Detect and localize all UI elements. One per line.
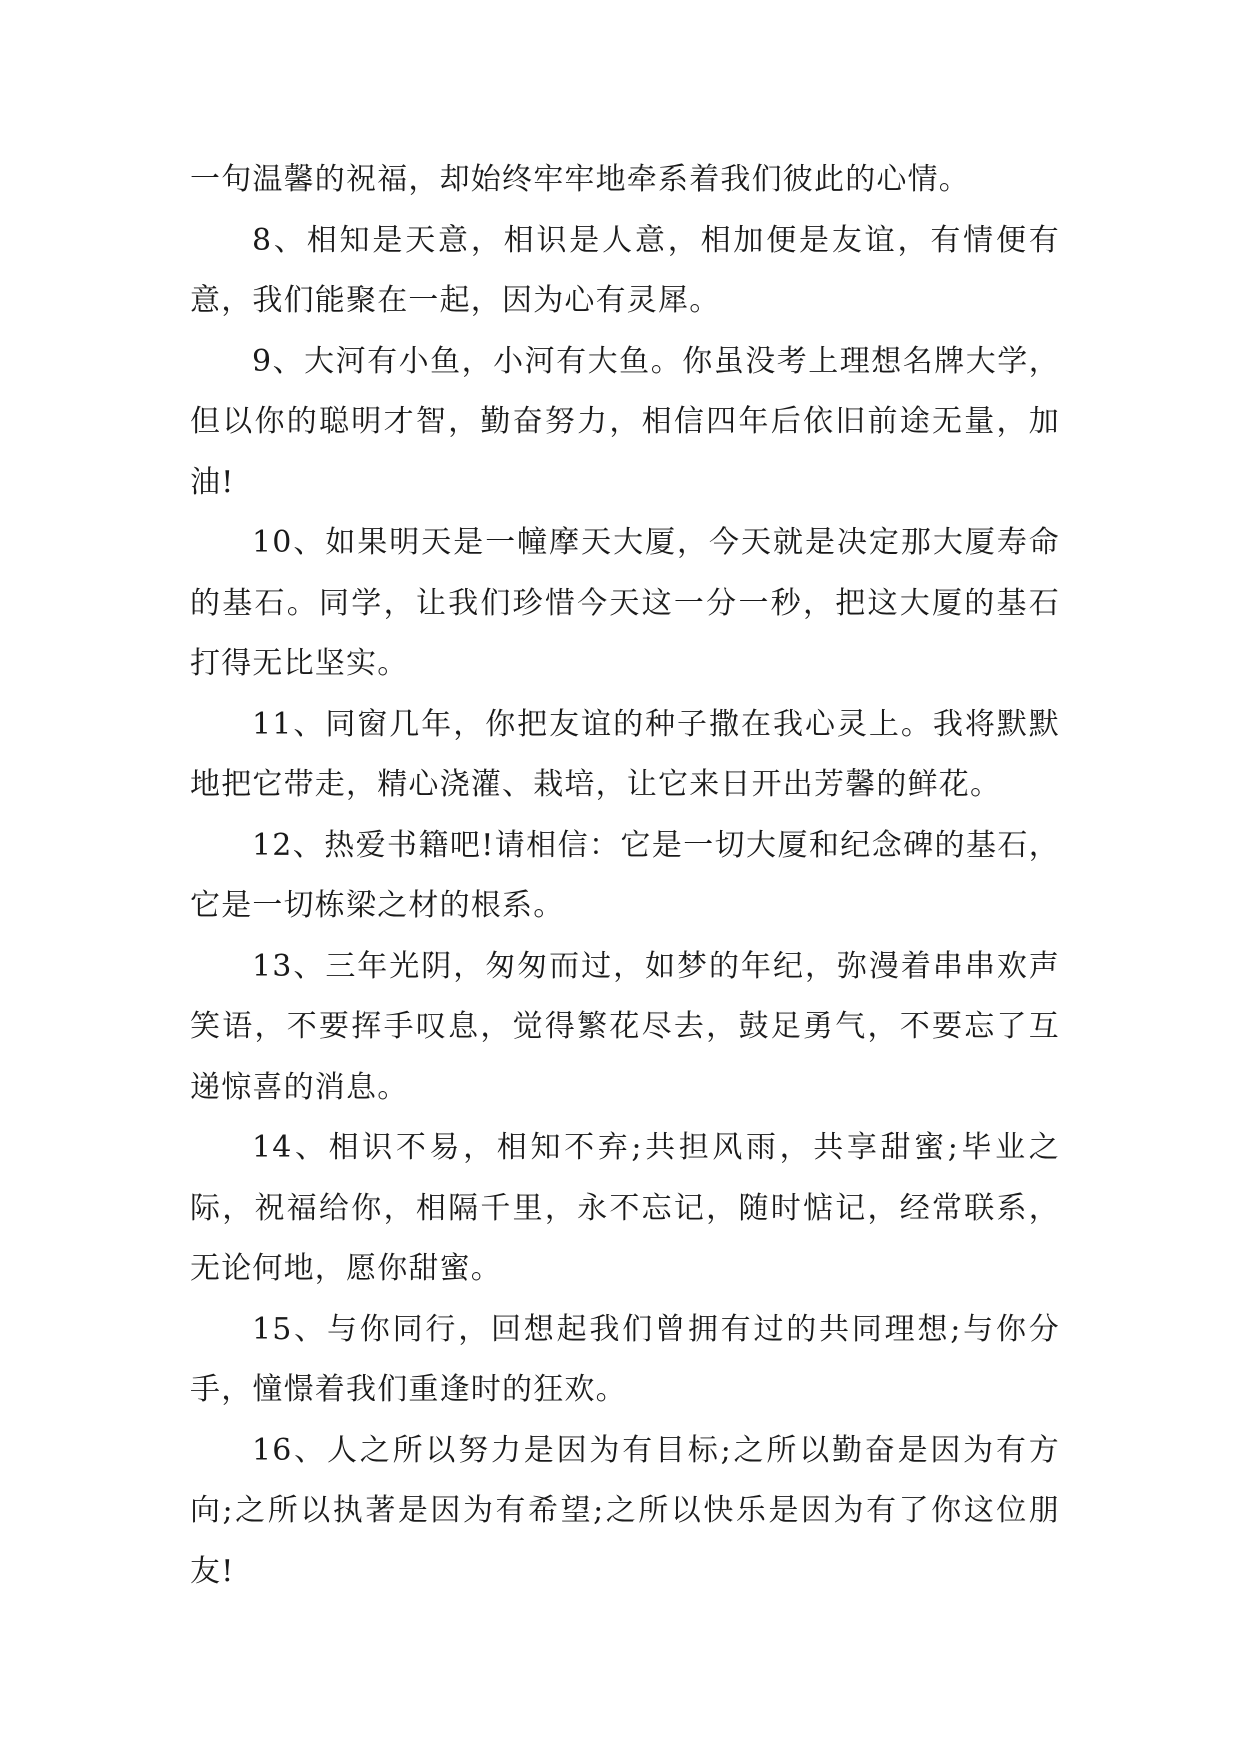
paragraph-item-8: 8、相知是天意，相识是人意，相加便是友谊，有情便有意，我们能聚在一起，因为心有灵犀。 bbox=[190, 222, 1060, 318]
document-body bbox=[190, 150, 1060, 1602]
paragraph-item-13: 13、三年光阴，匆匆而过，如梦的年纪，弥漫着串串欢声笑语，不要挥手叹息，觉得繁花尽去，鼓足勇气，不要忘了互递惊喜的消息。 bbox=[190, 948, 1060, 1105]
paragraph-item-15: 15、与你同行，回想起我们曾拥有过的共同理想;与你分手，憧憬着我们重逢时的狂欢。 bbox=[190, 1311, 1060, 1407]
paragraph-item-11: 11、同窗几年，你把友谊的种子撒在我心灵上。我将默默地把它带走，精心浇灌、栽培，让它来日开出芳馨的鲜花。 bbox=[190, 706, 1060, 802]
paragraph-item-14: 14、相识不易，相知不弃;共担风雨，共享甜蜜;毕业之际，祝福给你，相隔千里，永不忘记，随时惦记，经常联系，无论何地，愿你甜蜜。 bbox=[190, 1130, 1060, 1286]
paragraph-item-16: 16、人之所以努力是因为有目标;之所以勤奋是因为有方向;之所以执著是因为有希望;之所以快乐是因为有了你这位朋友! bbox=[190, 1432, 1060, 1589]
paragraph-continuation: 一句温馨的祝福，却始终牢牢地牵系着我们彼此的心情。 bbox=[190, 162, 970, 197]
paragraph-item-12: 12、热爱书籍吧!请相信：它是一切大厦和纪念碑的基石，它是一切栋梁之材的根系。 bbox=[190, 827, 1060, 923]
paragraph-item-10: 10、如果明天是一幢摩天大厦，今天就是决定那大厦寿命的基石。同学，让我们珍惜今天这一分一秒，把这大厦的基石打得无比坚实。 bbox=[190, 525, 1060, 681]
paragraph-item-9: 9、大河有小鱼，小河有大鱼。你虽没考上理想名牌大学，但以你的聪明才智，勤奋努力，相信四年后依旧前途无量，加油! bbox=[190, 343, 1060, 500]
